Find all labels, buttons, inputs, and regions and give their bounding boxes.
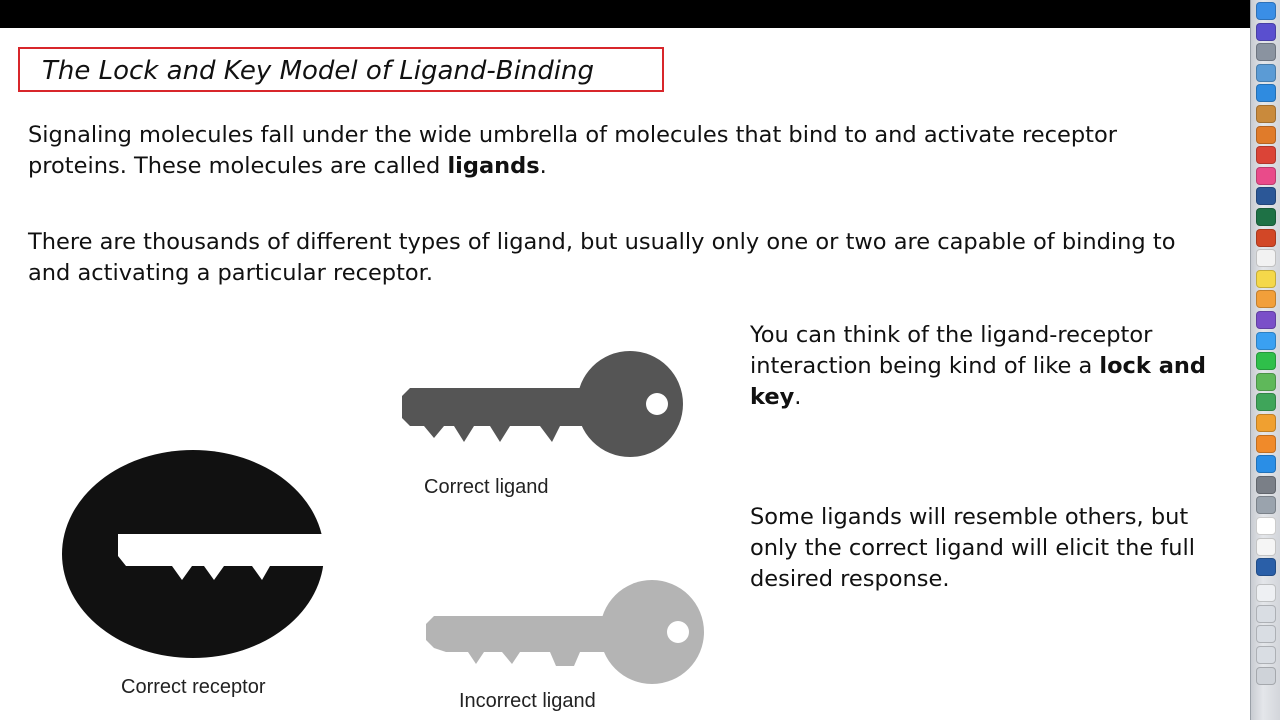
textedit-icon[interactable] xyxy=(1256,249,1276,267)
term-ligands: ligands xyxy=(447,153,540,179)
stickies-icon[interactable] xyxy=(1256,270,1276,288)
reminders-icon[interactable] xyxy=(1256,538,1276,556)
screenshot-icon[interactable] xyxy=(1256,496,1276,514)
downloads-icon[interactable] xyxy=(1256,646,1276,664)
paragraph-signaling xyxy=(28,120,1188,182)
folder-icon[interactable] xyxy=(1256,605,1276,623)
messages-icon[interactable] xyxy=(1256,332,1276,350)
paragraph-text-end: . xyxy=(539,153,547,179)
caption-correct-ligand: Correct ligand xyxy=(424,476,549,498)
preview-icon[interactable] xyxy=(1256,64,1276,82)
app-store-icon[interactable] xyxy=(1256,455,1276,473)
notes-icon[interactable] xyxy=(1256,105,1276,123)
slide-canvas xyxy=(0,28,1250,720)
receptor-lock-image xyxy=(60,448,330,660)
input-menu-icon[interactable] xyxy=(1256,126,1276,144)
launchpad-icon[interactable] xyxy=(1256,43,1276,61)
caption-incorrect-ligand: Incorrect ligand xyxy=(459,690,596,712)
powerpoint-icon[interactable] xyxy=(1256,229,1276,247)
trash-icon[interactable] xyxy=(1256,667,1276,685)
excel-icon[interactable] xyxy=(1256,208,1276,226)
pages-icon[interactable] xyxy=(1256,414,1276,432)
incorrect-ligand-key-image xyxy=(424,576,706,688)
top-black-bar xyxy=(0,0,1250,28)
itunes-icon[interactable] xyxy=(1256,167,1276,185)
paragraph-thousands: There are thousands of different types of ligand, but usually only one or two are capable of binding to and activating a particular receptor. xyxy=(28,229,1176,286)
ibooks-icon[interactable] xyxy=(1256,435,1276,453)
finder-icon[interactable] xyxy=(1256,2,1276,20)
document-icon[interactable] xyxy=(1256,584,1276,602)
quicktime-icon[interactable] xyxy=(1256,558,1276,576)
paragraph-text-end: . xyxy=(794,384,802,410)
chrome-icon[interactable] xyxy=(1256,146,1276,164)
photos-icon[interactable] xyxy=(1256,290,1276,308)
paragraph-resemble: Some ligands will resemble others, but only the correct ligand will elicit the full desired response. xyxy=(750,504,1196,592)
folder-icon[interactable] xyxy=(1256,625,1276,643)
title-box xyxy=(18,47,664,92)
macos-dock xyxy=(1250,0,1280,720)
maps-icon[interactable] xyxy=(1256,373,1276,391)
system-preferences-icon[interactable] xyxy=(1256,476,1276,494)
correct-ligand-key-image xyxy=(400,348,685,460)
paragraph-text: You can think of the ligand-receptor interaction being kind of like a xyxy=(750,322,1153,379)
calendar-icon[interactable] xyxy=(1256,517,1276,535)
paragraph-text: Signaling molecules fall under the wide umbrella of molecules that bind to and activate receptor proteins. These molecules are called xyxy=(28,122,1117,179)
facetime-icon[interactable] xyxy=(1256,352,1276,370)
paragraph-lock-and-key xyxy=(750,320,1240,413)
safari-icon[interactable] xyxy=(1256,84,1276,102)
imovie-icon[interactable] xyxy=(1256,311,1276,329)
numbers-icon[interactable] xyxy=(1256,393,1276,411)
term-lock-and-key: lock and key xyxy=(750,353,1207,410)
siri-icon[interactable] xyxy=(1256,23,1276,41)
slide-title: The Lock and Key Model of Ligand-Binding xyxy=(42,56,594,86)
caption-correct-receptor: Correct receptor xyxy=(121,676,266,698)
word-icon[interactable] xyxy=(1256,187,1276,205)
